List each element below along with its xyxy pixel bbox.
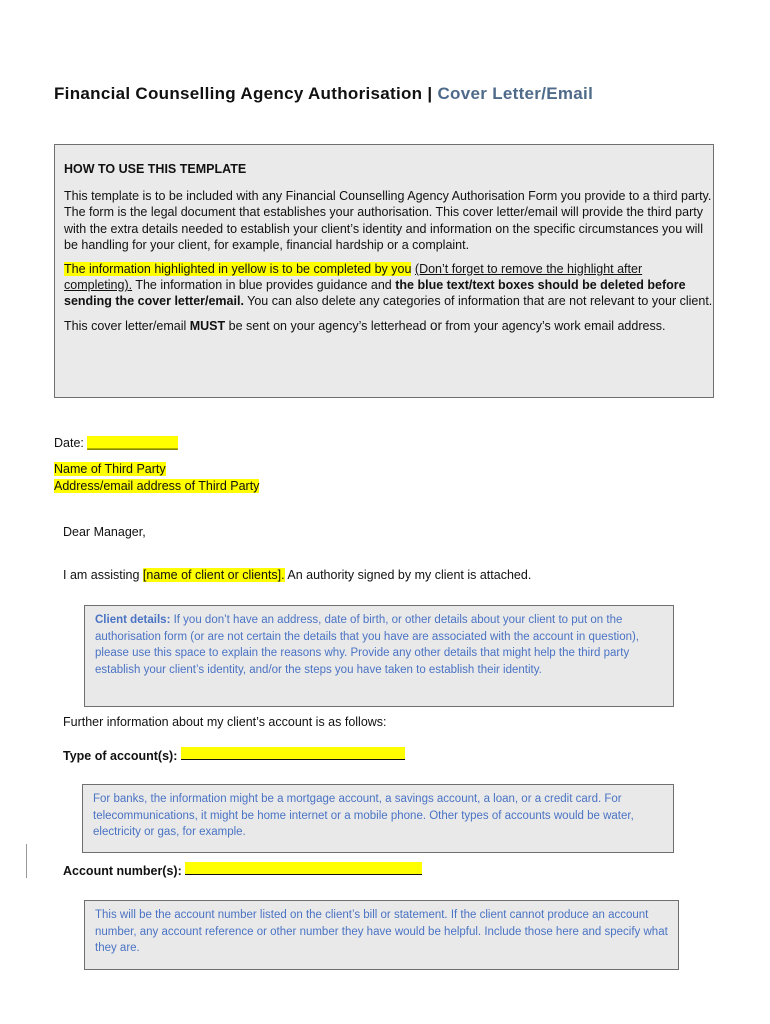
date-line	[54, 435, 178, 452]
assist-end: An authority signed by my client is attached.	[284, 568, 532, 582]
howto-p3-start: This cover letter/email	[64, 318, 190, 333]
account-type-line	[63, 747, 405, 765]
account-type-guidance: For banks, the information might be a mortgage account, a savings account, a loan, or a credit card. For telecommunications, it might be home internet or a mobile phone. Other types of accounts would be water, electricity or gas, for example.	[93, 793, 634, 839]
account-number-line	[63, 862, 422, 880]
page-title	[54, 84, 593, 104]
client-details-text: If you don’t have an address, date of birth, or other details about your client to put on the authorisation form (or are not certain the details that you have are associated with the account in question), please use this space to explain the reasons why. Provide any other details that might help the third party establish your client’s identity, and/or the steps you have taken to establish their identity.	[95, 614, 640, 676]
howto-para2	[64, 261, 713, 310]
howto-para3	[64, 318, 713, 334]
howto-bold-text: the blue text/text boxes should be deleted before sending the cover letter/email.	[64, 278, 686, 309]
account-number-guidance: This will be the account number listed on the client’s bill or statement. If the client cannot produce an account number, any account reference or other number they have would be helpful. Include those here and specify what they are.	[95, 909, 668, 955]
howto-para1: This template is to be included with any Financial Counselling Agency Authorisation Form you provide to a third party. The form is the legal document that establishes your authorisation. This cover letter/email will provide the third party with the extra details needed to establish your client’s identity and information on the specific circumstances you will be handling for your client, for example, financial hardship or a complaint.	[64, 189, 712, 252]
third-party-block	[54, 461, 259, 495]
third-party-name[interactable]: Name of Third Party	[54, 462, 166, 476]
howto-paren-text: (Don’t forget to remove the highlight after completing).	[64, 262, 643, 293]
howto-p3-end: from your agency’s work email address.	[441, 318, 666, 333]
howto-p3-must: MUST	[189, 318, 226, 333]
client-name-field[interactable]: [name of client or clients].	[142, 568, 285, 582]
howto-p3-mid: be sent on your agency’s letterhead	[225, 318, 430, 333]
account-type-guidance-box	[82, 784, 674, 853]
third-party-address[interactable]: Address/email address of Third Party	[54, 479, 260, 493]
date-field[interactable]: _____________	[87, 436, 178, 450]
howto-heading: HOW TO USE THIS TEMPLATE	[64, 162, 247, 176]
howto-highlight-text: The information highlighted in yellow is to be completed by you	[64, 262, 412, 277]
account-number-label: Account number(s):	[63, 864, 182, 878]
margin-marker	[26, 844, 27, 878]
date-label: Date:	[54, 436, 84, 450]
account-number-field[interactable]	[185, 862, 422, 875]
further-info: Further information about my client’s account is as follows:	[63, 715, 387, 729]
howto-p3-or: or	[429, 317, 442, 333]
assisting-line	[63, 567, 531, 584]
title-main: Financial Counselling Agency Authorisation |	[54, 84, 433, 103]
howto-mid-text: The information in blue provides guidance and	[132, 278, 396, 293]
account-number-guidance-box	[84, 900, 679, 970]
client-details-label: Client details:	[95, 614, 171, 626]
howto-end-text: You can also delete any categories of information that are not relevant to your client.	[243, 294, 713, 309]
client-details-box	[84, 605, 674, 707]
how-to-box	[54, 144, 714, 398]
account-type-field[interactable]	[181, 747, 405, 760]
assist-start: I am assisting	[63, 568, 143, 582]
title-sub: Cover Letter/Email	[437, 84, 594, 103]
salutation: Dear Manager,	[63, 525, 146, 539]
account-type-label: Type of account(s):	[63, 749, 178, 763]
